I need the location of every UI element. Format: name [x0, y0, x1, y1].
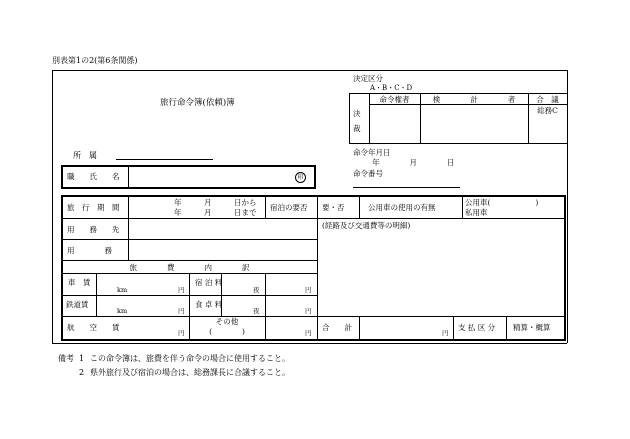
total-yen: 円 [442, 329, 449, 337]
shokutaku-night: 夜 [253, 307, 260, 315]
kubun-options: A・B・C・D [370, 84, 413, 92]
row-line-tetsudo [62, 316, 565, 317]
name-box-bottom [61, 187, 316, 189]
date-from: 年 月 日から [174, 198, 257, 207]
notes-prefix: 備考 [58, 354, 74, 363]
shachin-yen: 円 [178, 286, 185, 294]
col-line-exp1 [96, 273, 97, 316]
aigi-value: 総務C [537, 106, 558, 115]
row-line-business [62, 260, 317, 261]
shozoku-underline[interactable] [116, 159, 213, 160]
name-box-top [61, 165, 316, 167]
sonota-yen: 円 [305, 329, 312, 337]
col-kentou: 検 計 者 [432, 95, 516, 104]
main-table-top [61, 195, 566, 197]
col-line-total [359, 316, 360, 339]
frame-right [567, 70, 568, 343]
shokutaku-yen: 円 [305, 307, 312, 315]
note-2-num: 2 [79, 368, 85, 377]
col-line-mid [317, 196, 318, 339]
name-box-div [128, 166, 129, 187]
shukuhaku-yen: 円 [305, 286, 312, 294]
col-meireiken: 命令権者 [379, 95, 410, 104]
frame-bottom [52, 343, 567, 344]
koku-yen: 円 [178, 329, 185, 337]
shozoku-label: 所 属 [73, 151, 97, 160]
col-line-lodging [359, 196, 360, 218]
note-1-text: この命令簿は、旅費を伴う命令の場合に使用すること。 [90, 354, 290, 363]
tetsudo-label: 鉄道賃 [66, 300, 89, 309]
main-table-bottom [61, 339, 566, 341]
frame-left [52, 70, 53, 343]
shukuhaku-night: 夜 [253, 286, 260, 294]
col-line-pay-val [506, 316, 507, 339]
shachin-label: 車 賃 [68, 278, 91, 287]
period-label: 旅 行 期 間 [67, 203, 120, 212]
route-note: (経路及び交通費等の明細) [322, 221, 411, 230]
frame-top [52, 70, 567, 71]
shokutaku-label: 食 卓 料 [195, 300, 223, 309]
col-line-pay [453, 316, 454, 339]
kessai-header-line [369, 104, 567, 105]
kessai-label: 決 裁 [353, 109, 361, 133]
business-label: 用 務 [67, 246, 112, 255]
name-box-right [314, 165, 316, 189]
payment-value[interactable]: 精算・概算 [513, 323, 551, 332]
note-2-text: 県外旅行及び宿泊の場合は、総務課長に合議すること。 [90, 368, 290, 377]
main-table-right [564, 195, 566, 341]
shukuhaku-label: 宿 泊 料 [195, 278, 223, 287]
form-number-label: 別表第1の2(第6条関係) [52, 56, 138, 65]
row-line-dest [62, 239, 317, 240]
form-title: 旅行命令簿(依頼)簿 [160, 98, 235, 108]
car-use-label: 公用車の使用の有無 [368, 203, 436, 212]
shokushimei-label: 職 氏 名 [67, 172, 120, 181]
expense-header: 旅 費 内 訳 [129, 263, 250, 272]
col-line-label [128, 196, 129, 260]
kessai-bottom [349, 143, 567, 144]
tetsudo-km: km [117, 307, 128, 315]
kessai-top [349, 93, 567, 94]
order-date-line: 年 月 日 [372, 158, 455, 167]
lodging-need-value[interactable]: 要・否 [322, 203, 345, 212]
seal-mark: 印 [295, 172, 306, 183]
col-aigi: 合 議 [536, 95, 559, 104]
col-line-car [462, 196, 463, 218]
koku-label: 航 空 賃 [67, 323, 120, 332]
order-number-label: 命令番号 [353, 169, 383, 178]
sonota-paren: ( ) [209, 327, 245, 336]
payment-label: 支 払 区 分 [458, 323, 496, 332]
order-number-underline [353, 187, 460, 188]
total-label: 合 計 [322, 323, 352, 332]
shachin-km: km [117, 286, 128, 294]
sonota-label: その他 [215, 317, 239, 326]
order-date-label: 命令年月日 [353, 148, 391, 157]
destination-label: 用 務 先 [67, 225, 120, 234]
name-box-left [61, 165, 63, 189]
date-to: 年 月 日まで [174, 208, 257, 217]
row-line-period [62, 218, 565, 219]
kessai-left [349, 93, 350, 143]
car-option-private[interactable]: 私用車 [465, 208, 488, 217]
lodging-need-label: 宿泊の要否 [270, 203, 308, 212]
kubun-label: 決定区分 [353, 74, 383, 83]
note-1-num: 1 [79, 354, 85, 363]
car-option-official[interactable]: 公用車( ) [465, 198, 539, 207]
col-line-exp4 [265, 273, 266, 339]
tetsudo-yen: 円 [178, 307, 185, 315]
col-line-period-end [265, 196, 266, 218]
